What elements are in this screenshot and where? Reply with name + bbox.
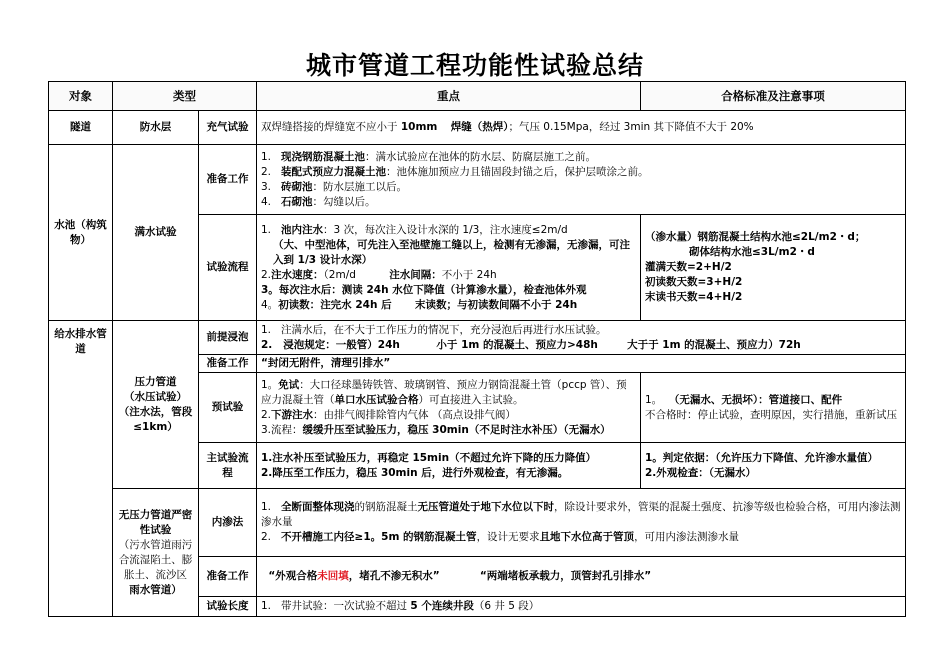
- standard-line: 1。 （无漏水、无损坏）：管道接口、配件: [645, 393, 843, 406]
- label-test-length: 试验长度: [199, 597, 257, 617]
- summary-table: [48, 81, 906, 617]
- label-procedure: 试验流程: [199, 215, 257, 321]
- label-main-test: 主试验流程: [199, 443, 257, 489]
- list-item: 3. 砖砌池：防水层施工以后。: [261, 180, 408, 193]
- label-prep: 准备工作: [199, 557, 257, 597]
- table-row: [49, 111, 906, 145]
- pretest-standard: [641, 373, 906, 443]
- standard-line: 砌体结构水池≤3L/m2・d: [689, 246, 815, 258]
- text: （注水法，管段≤1km）: [118, 405, 193, 433]
- text: 压力管道: [134, 375, 177, 388]
- object-tunnel: 隧道: [49, 111, 113, 145]
- standard-line: （渗水量）钢筋混凝土结构水池≤2L/m2・d；: [645, 231, 866, 243]
- label-infiltration: 内渗法: [199, 489, 257, 557]
- text: 双焊缝搭接的焊缝宽不应小于: [261, 121, 401, 133]
- list-item: 1。免试：大口径球墨铸铁管、玻璃钢管、预应力钢筒混凝土管（pccp 管）、预应力混凝土管（单口水压试验合格）可直接进入主试验。: [261, 378, 627, 406]
- list-item: 1. 现浇钢筋混凝土池：满水试验应在池体的防水层、防腐层施工之前。: [261, 150, 597, 163]
- list-item: 4. 石砌池：勾缝以后。: [261, 195, 376, 208]
- label-prep: 准备工作: [199, 355, 257, 373]
- pipe-pretest: [257, 373, 641, 443]
- pipe-prep2: “外观合格未回填，堵孔不渗无积水” “两端堵板承载力，顶管封孔引排水”: [257, 557, 906, 597]
- pipe-prep: “封闭无附件，清理引排水”: [257, 355, 906, 373]
- type-full-water-test: 满水试验: [113, 145, 199, 321]
- list-item: 2.降压至工作压力，稳压 30min 后，进行外观检查，有无渗漏。: [261, 466, 569, 479]
- list-item: 2.注水速度：（2m/d 注水间隔：不小于 24h: [261, 268, 497, 281]
- list-item: 3.流程：缓缓升压至试验压力，稳压 30min（不足时注水补压）（无漏水）: [261, 423, 611, 436]
- text: 雨水管道）: [129, 583, 182, 596]
- list-item: 2.下游注水：由排气阀排除管内气体 （高点设排气阀）: [261, 408, 516, 421]
- standard-line: 灌满天数=2+H/2: [645, 261, 732, 273]
- text: 无压力管道严密性试验: [118, 508, 193, 536]
- object-pool: 水池（构筑物）: [49, 145, 113, 321]
- list-item: 2. 浸泡规定：一般管）24h 小于 1m 的混凝土、预应力>48h 大于于 1m 的混凝土、预应力）72h: [261, 338, 801, 351]
- pool-standard: [641, 215, 906, 321]
- standard-line: 1。判定依据：（允许压力下降值、允许渗水量值）: [645, 451, 879, 464]
- list-item-sub: （大、中型池体，可先注入至池壁施工缝以上，检测有无渗漏，无渗漏，可注入到 1/3 设计水深）: [273, 238, 630, 266]
- list-item: 1. 注满水后，在不大于工作压力的情况下，充分浸泡后再进行水压试验。: [261, 323, 607, 336]
- pipe-infiltration: [257, 489, 906, 557]
- standard-line: 不合格时：停止试验，查明原因，实行措施，重新试压: [645, 408, 897, 421]
- list-item: 1.注水补压至试验压力，再稳定 15min（不超过允许下降的压力降值）: [261, 451, 597, 464]
- standard-line: 末读书天数=4+H/2: [645, 291, 743, 303]
- type-waterproof: 防水层: [113, 111, 199, 145]
- pipe-presoak: [257, 321, 906, 355]
- type-pressure-pipe: [113, 321, 199, 489]
- pipe-main-test: [257, 443, 641, 489]
- table-row: [49, 489, 906, 557]
- header-key-points: 重点: [257, 82, 641, 111]
- list-item: 3。每次注水后：测读 24h 水位下降值（计算渗水量），检查池体外观: [261, 283, 587, 296]
- pool-prep-list: [257, 145, 906, 215]
- page-title: 城市管道工程功能性试验总结: [305, 51, 644, 80]
- test-inflation: 充气试验: [199, 111, 257, 145]
- list-item: 2. 不开槽施工内径≥1。5m 的钢筋混凝土管，设计无要求且地下水位高于管顶，可用内渗法测渗水量: [261, 531, 740, 543]
- list-item: 1. 池内注水：3 次，每次注入设计水深的 1/3，注水速度≤2m/d: [261, 223, 568, 236]
- text-bold: 焊缝（热焊）: [450, 121, 509, 133]
- pool-procedure: [257, 215, 641, 321]
- header-object: 对象: [49, 82, 113, 111]
- standard-line: 初读数天数=3+H/2: [645, 276, 743, 288]
- tunnel-text: [257, 111, 906, 145]
- type-nonpressure-pipe: [113, 489, 199, 617]
- header-standard: 合格标准及注意事项: [641, 82, 906, 111]
- text: ；气压 0.15Mpa，经过 3min 其下降值不大于 20%: [508, 121, 754, 133]
- table-row: [49, 145, 906, 215]
- text: （污水管道雨污合流湿陷土、膨胀土、流沙区: [118, 538, 193, 581]
- pipe-test-length: 1. 带井试验：一次试验不超过 5 个连续井段（6 井 5 段）: [257, 597, 906, 617]
- label-presoak: 前提浸泡: [199, 321, 257, 355]
- table-header-row: [49, 82, 906, 111]
- text: （水压试验）: [124, 390, 187, 403]
- highlight-text: 未回填: [317, 570, 349, 582]
- list-item: 1. 全断面整体现浇的钢筋混凝土无压管道处于地下水位以下时，除设计要求外，管渠的混凝土强度、抗渗等级也检验合格，可用内渗法测渗水量: [261, 501, 901, 528]
- list-item: 4。初读数：注完水 24h 后 末读数；与初读数间隔不小于 24h: [261, 298, 578, 311]
- header-category: 类型: [113, 82, 257, 111]
- list-item: 2. 装配式预应力混凝土池：池体施加预应力且锚固段封锚之后，保护层喷涂之前。: [261, 165, 649, 178]
- label-pretest: 预试验: [199, 373, 257, 443]
- label-prep: 准备工作: [199, 145, 257, 215]
- standard-line: 2.外观检查：（无漏水）: [645, 466, 757, 479]
- main-test-standard: [641, 443, 906, 489]
- table-row: [49, 321, 906, 355]
- text-bold: 10mm: [400, 121, 438, 133]
- object-pipe: 给水排水管道: [49, 321, 113, 617]
